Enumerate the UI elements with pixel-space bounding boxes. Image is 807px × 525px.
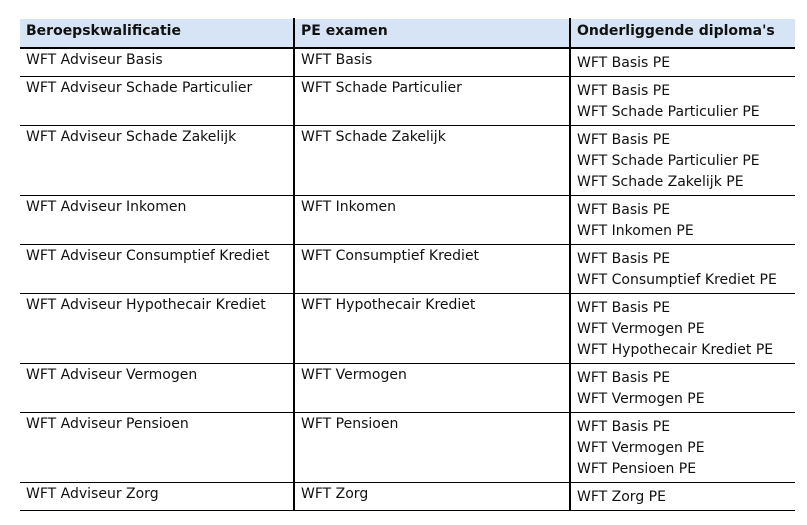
header-onderliggende-diplomas: Onderliggende diploma's (570, 19, 795, 49)
cell-onderliggende-diplomas (570, 196, 795, 245)
cell-pe-examen: WFT Pensioen (294, 413, 570, 483)
cell-pe-examen: WFT Consumptief Krediet (294, 245, 570, 294)
diploma-item: WFT Vermogen PE (577, 440, 705, 456)
cell-beroepskwalificatie: WFT Adviseur Consumptief Krediet (20, 245, 294, 294)
cell-pe-examen: WFT Hypothecair Krediet (294, 294, 570, 364)
cell-beroepskwalificatie: WFT Adviseur Pensioen (20, 413, 294, 483)
table-row (20, 483, 795, 511)
table-row (20, 413, 795, 483)
diploma-item: WFT Vermogen PE (577, 321, 705, 337)
cell-pe-examen: WFT Schade Zakelijk (294, 126, 570, 196)
diploma-item: WFT Vermogen PE (577, 391, 705, 407)
diploma-item: WFT Hypothecair Krediet PE (577, 342, 774, 358)
table-row (20, 294, 795, 364)
cell-beroepskwalificatie: WFT Adviseur Schade Zakelijk (20, 126, 294, 196)
cell-onderliggende-diplomas (570, 77, 795, 126)
diploma-item: WFT Basis PE (577, 419, 671, 435)
diploma-item: WFT Basis PE (577, 83, 671, 99)
cell-pe-examen: WFT Vermogen (294, 364, 570, 413)
cell-beroepskwalificatie: WFT Adviseur Hypothecair Krediet (20, 294, 294, 364)
table-row (20, 196, 795, 245)
diploma-item: WFT Basis PE (577, 300, 671, 316)
cell-beroepskwalificatie: WFT Adviseur Basis (20, 48, 294, 77)
cell-onderliggende-diplomas (570, 483, 795, 511)
table-row (20, 126, 795, 196)
diploma-item: WFT Schade Zakelijk PE (577, 174, 744, 190)
cell-onderliggende-diplomas (570, 245, 795, 294)
cell-onderliggende-diplomas (570, 413, 795, 483)
table-row (20, 364, 795, 413)
diploma-item: WFT Zorg PE (577, 489, 666, 505)
diploma-item: WFT Inkomen PE (577, 223, 694, 239)
diploma-item: WFT Basis PE (577, 55, 671, 71)
diploma-item: WFT Pensioen PE (577, 461, 697, 477)
diploma-item: WFT Basis PE (577, 132, 671, 148)
diploma-item: WFT Consumptief Krediet PE (577, 272, 777, 288)
diploma-item: WFT Schade Particulier PE (577, 104, 760, 120)
cell-pe-examen: WFT Basis (294, 48, 570, 77)
header-beroepskwalificatie: Beroepskwalificatie (20, 19, 294, 49)
table-body (20, 48, 795, 511)
cell-onderliggende-diplomas (570, 48, 795, 77)
diploma-item: WFT Basis PE (577, 202, 671, 218)
diploma-item: WFT Basis PE (577, 370, 671, 386)
cell-onderliggende-diplomas (570, 364, 795, 413)
table-row (20, 77, 795, 126)
qualification-table (20, 18, 795, 511)
cell-pe-examen: WFT Inkomen (294, 196, 570, 245)
cell-pe-examen: WFT Zorg (294, 483, 570, 511)
cell-pe-examen: WFT Schade Particulier (294, 77, 570, 126)
header-pe-examen: PE examen (294, 19, 570, 49)
cell-onderliggende-diplomas (570, 294, 795, 364)
diploma-item: WFT Basis PE (577, 251, 671, 267)
cell-beroepskwalificatie: WFT Adviseur Zorg (20, 483, 294, 511)
table-row (20, 245, 795, 294)
cell-beroepskwalificatie: WFT Adviseur Schade Particulier (20, 77, 294, 126)
cell-onderliggende-diplomas (570, 126, 795, 196)
table-header-row (20, 19, 795, 49)
cell-beroepskwalificatie: WFT Adviseur Vermogen (20, 364, 294, 413)
qualification-table-container (20, 18, 795, 511)
table-row (20, 48, 795, 77)
diploma-item: WFT Schade Particulier PE (577, 153, 760, 169)
cell-beroepskwalificatie: WFT Adviseur Inkomen (20, 196, 294, 245)
